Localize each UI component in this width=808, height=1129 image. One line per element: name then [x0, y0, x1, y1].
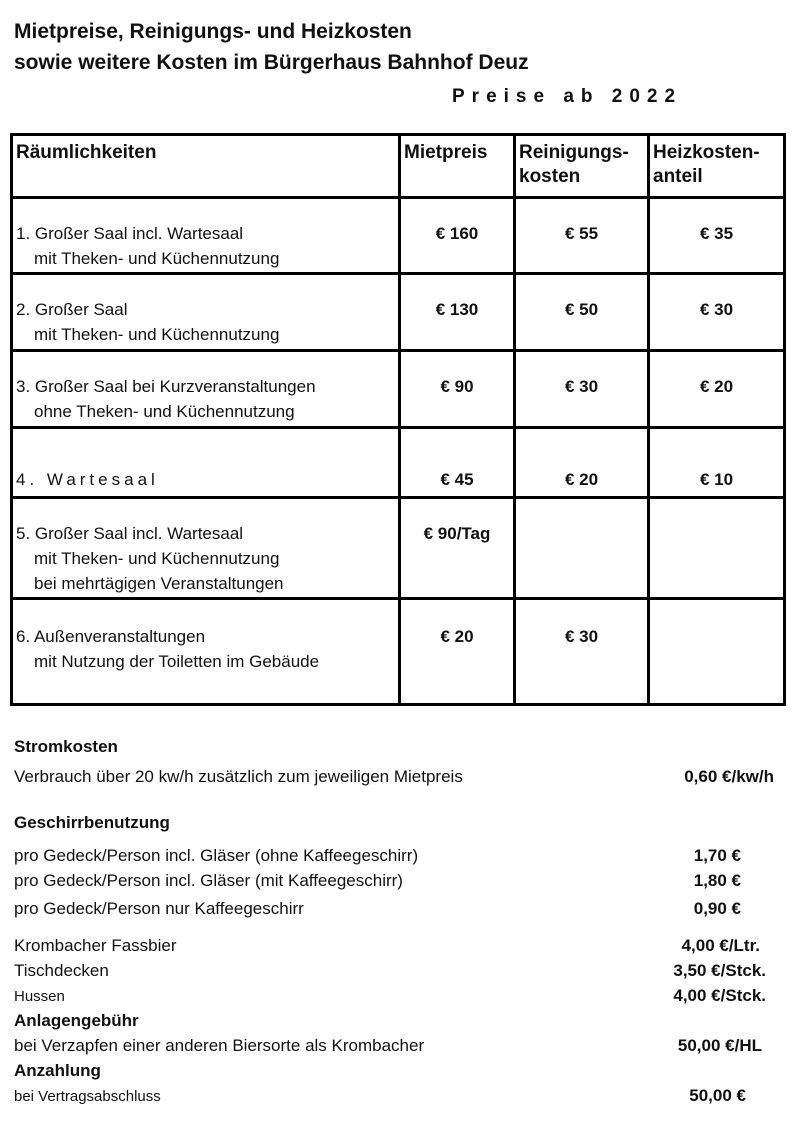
price-table — [10, 133, 786, 706]
room-cell — [12, 351, 400, 428]
room-line1: 6. Außenveranstaltungen — [16, 627, 206, 646]
room-line1: 3. Großer Saal bei Kurzveranstaltungen — [16, 377, 316, 396]
page-title — [14, 16, 529, 78]
cost-row — [14, 896, 774, 921]
cost-amount: 4,00 €/Stck. — [673, 986, 766, 1005]
heating-cell: € 10 — [649, 428, 785, 498]
room-line3: bei mehrtägigen Veranstaltungen — [34, 574, 284, 593]
cost-amount: 50,00 €/HL — [677, 1036, 762, 1055]
rent-cell: € 90/Tag — [400, 498, 515, 599]
cleaning-cell: € 20 — [515, 428, 649, 498]
section-anlagengebuehr: Anlagengebühr — [14, 1011, 139, 1030]
rent-cell: € 20 — [400, 599, 515, 705]
room-cell: 4. Wartesaal — [12, 428, 400, 498]
header-cleaning-line1: Reinigungs- — [519, 142, 629, 163]
room-line1: 5. Großer Saal incl. Wartesaal — [16, 524, 244, 543]
room-line2: mit Theken- und Küchennutzung — [34, 549, 280, 568]
header-heating — [649, 135, 785, 198]
table-row — [12, 498, 785, 599]
cost-label: pro Gedeck/Person incl. Gläser (ohne Kaffeegeschirr) — [14, 846, 419, 865]
rent-cell: € 160 — [400, 198, 515, 274]
cost-row — [14, 764, 774, 789]
cost-label: Hussen — [14, 988, 65, 1005]
title-line-2: sowie weitere Kosten im Bürgerhaus Bahnhof Deuz — [14, 51, 529, 74]
table-row — [12, 274, 785, 351]
cost-label: bei Verzapfen einer anderen Biersorte als Krombacher — [14, 1036, 425, 1055]
rent-cell: € 90 — [400, 351, 515, 428]
cleaning-cell: € 55 — [515, 198, 649, 274]
cost-label: pro Gedeck/Person nur Kaffeegeschirr — [14, 899, 304, 918]
cost-amount: 3,50 €/Stck. — [673, 961, 766, 980]
cost-amount: 1,80 € — [693, 871, 741, 890]
table-row — [12, 599, 785, 705]
heating-cell — [649, 498, 785, 599]
cost-row — [14, 1033, 774, 1058]
cleaning-cell: € 30 — [515, 351, 649, 428]
header-cleaning-line2: kosten — [519, 166, 581, 187]
rent-cell: € 130 — [400, 274, 515, 351]
table-row — [12, 198, 785, 274]
heating-cell: € 30 — [649, 274, 785, 351]
cost-label: Verbrauch über 20 kw/h zusätzlich zum jeweiligen Mietpreis — [14, 767, 463, 786]
cost-amount: 50,00 € — [689, 1086, 746, 1105]
header-heating-line2: anteil — [653, 166, 703, 187]
header-cleaning — [515, 135, 649, 198]
header-heating-line1: Heizkosten- — [653, 142, 760, 163]
cost-label: Tischdecken — [14, 961, 109, 980]
heating-cell: € 20 — [649, 351, 785, 428]
cost-row — [14, 843, 774, 868]
room-line1: 2. Großer Saal — [16, 300, 128, 319]
cost-amount: 0,90 € — [693, 899, 741, 918]
room-cell — [12, 599, 400, 705]
cost-label: Krombacher Fassbier — [14, 936, 177, 955]
header-rent: Mietpreis — [400, 135, 515, 198]
cost-amount: 4,00 €/Ltr. — [681, 936, 760, 955]
room-line2: mit Theken- und Küchennutzung — [34, 249, 280, 268]
section-geschirrbenutzung: Geschirrbenutzung — [14, 813, 170, 832]
cost-row — [14, 868, 774, 893]
cost-row — [14, 983, 774, 1008]
title-line-1: Mietpreise, Reinigungs- und Heizkosten — [14, 20, 412, 43]
room-line2: mit Theken- und Küchennutzung — [34, 325, 280, 344]
room-line2: ohne Theken- und Küchennutzung — [34, 402, 295, 421]
cleaning-cell — [515, 498, 649, 599]
cost-row — [14, 1083, 774, 1108]
cost-row — [14, 933, 774, 958]
heating-cell: € 35 — [649, 198, 785, 274]
table-row — [12, 428, 785, 498]
table-row — [12, 351, 785, 428]
cost-label: pro Gedeck/Person incl. Gläser (mit Kaffeegeschirr) — [14, 871, 403, 890]
room-cell — [12, 274, 400, 351]
subtitle: Preise ab 2022 — [452, 86, 683, 107]
heating-cell — [649, 599, 785, 705]
section-anzahlung: Anzahlung — [14, 1061, 101, 1080]
header-room: Räumlichkeiten — [12, 135, 400, 198]
table-header-row — [12, 135, 785, 198]
section-stromkosten: Stromkosten — [14, 737, 118, 756]
rent-cell: € 45 — [400, 428, 515, 498]
room-line1: 1. Großer Saal incl. Wartesaal — [16, 224, 244, 243]
additional-costs — [14, 734, 774, 1108]
cleaning-cell: € 30 — [515, 599, 649, 705]
cost-amount: 1,70 € — [693, 846, 741, 865]
room-line2: mit Nutzung der Toiletten im Gebäude — [34, 652, 320, 671]
cleaning-cell: € 50 — [515, 274, 649, 351]
room-cell — [12, 498, 400, 599]
cost-row — [14, 958, 774, 983]
cost-label: bei Vertragsabschluss — [14, 1088, 161, 1105]
cost-amount: 0,60 €/kw/h — [684, 767, 774, 786]
room-cell — [12, 198, 400, 274]
